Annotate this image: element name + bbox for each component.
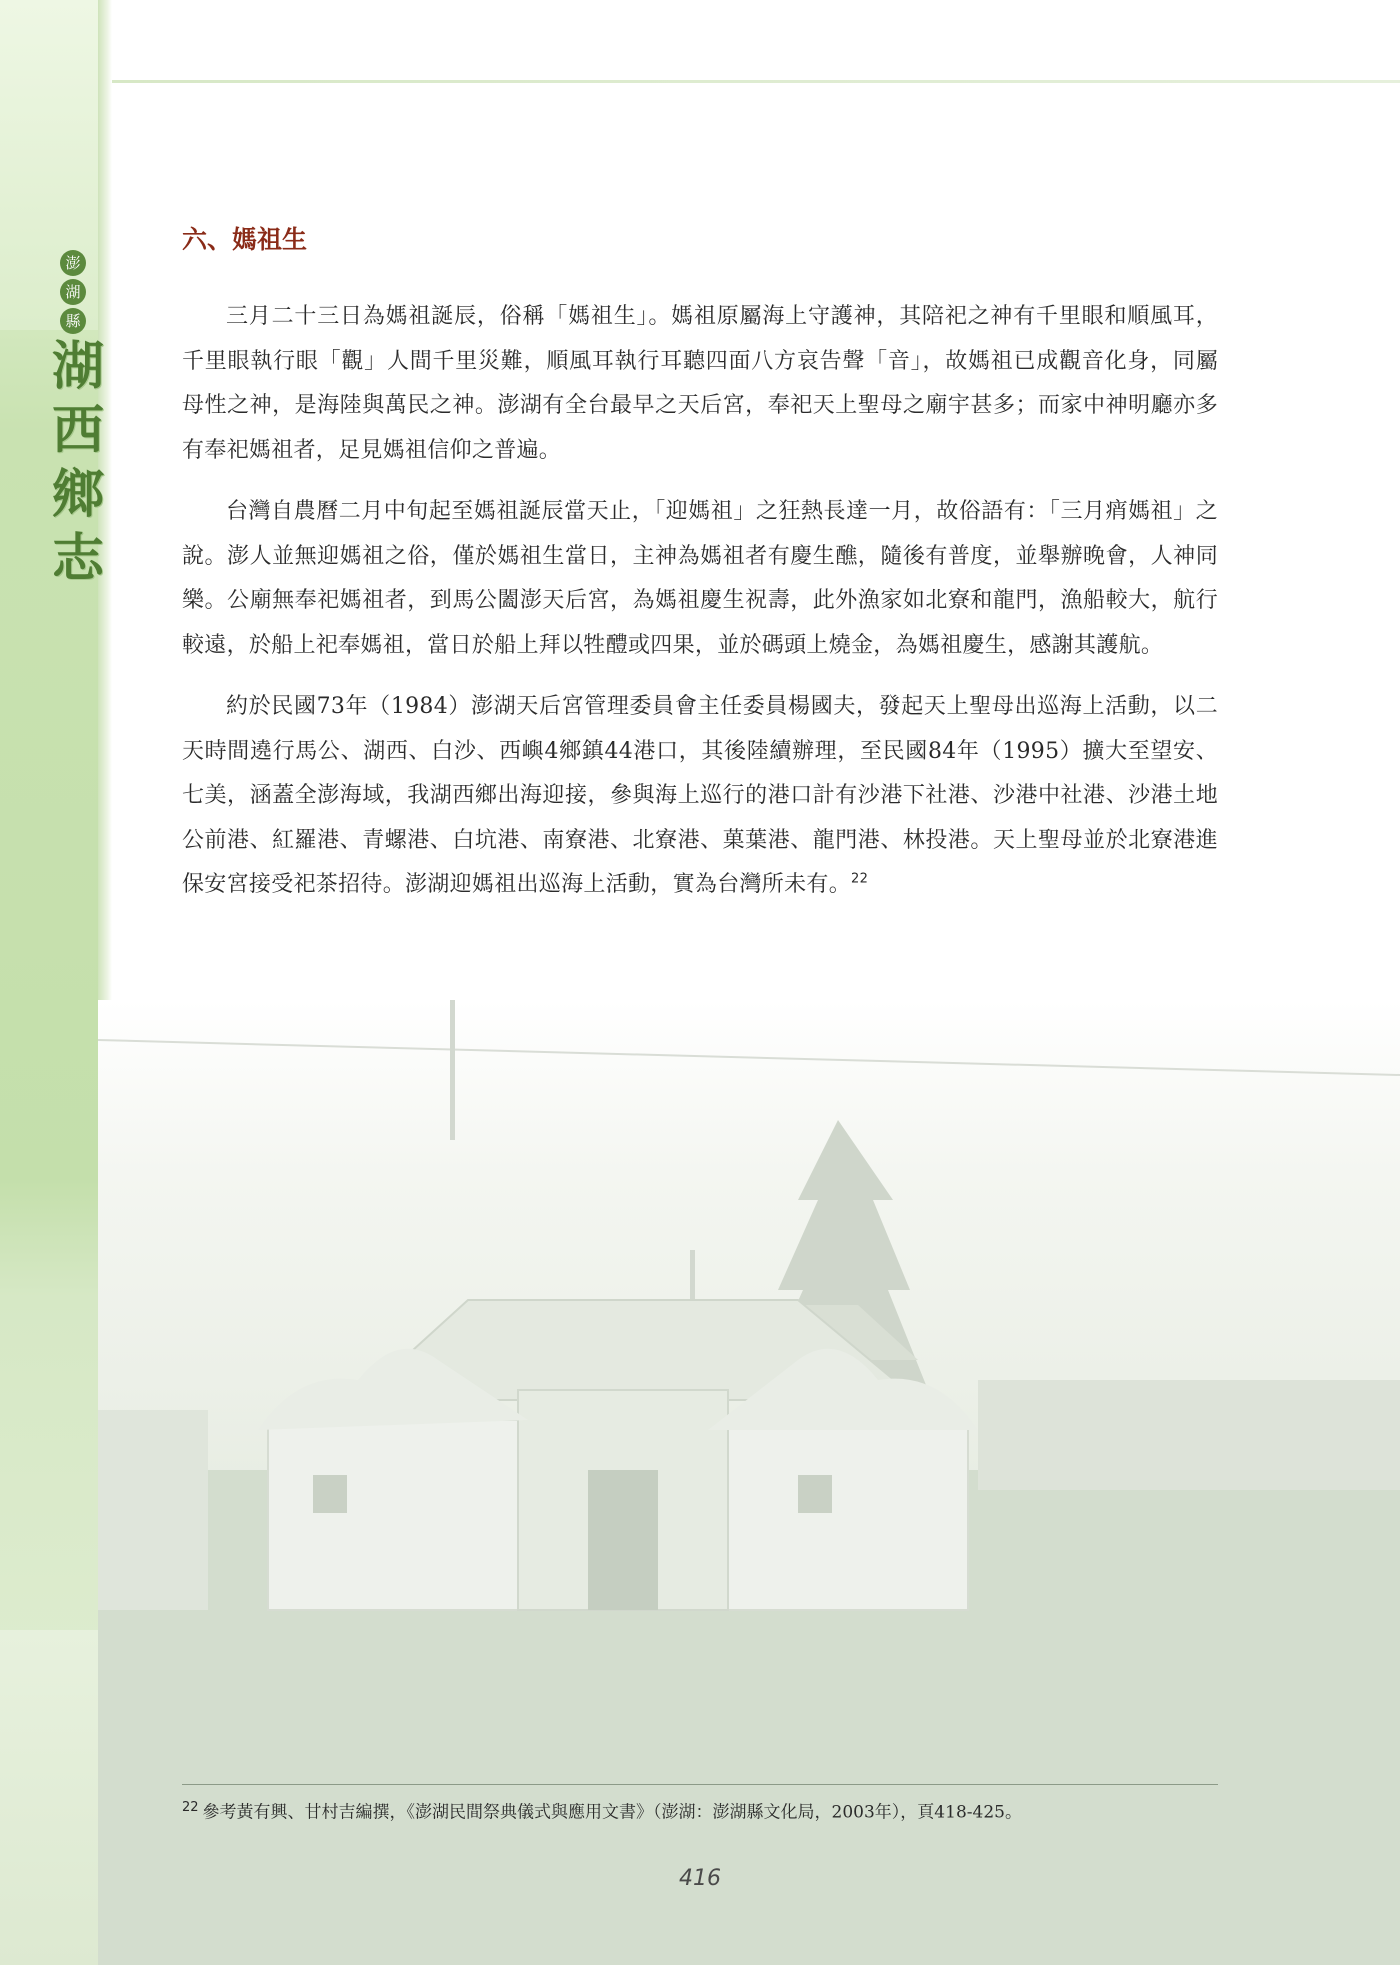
paragraph <box>182 685 1218 908</box>
page-number: 416 <box>679 1866 721 1891</box>
book-title <box>48 335 108 591</box>
footnote-text: 參考黃有興、甘村吉編撰，《澎湖民間祭典儀式與應用文書》（澎湖：澎湖縣文化局，2003年），頁418-425。 <box>202 1802 1022 1823</box>
county-char: 澎 <box>60 250 86 276</box>
paragraph: 三月二十三日為媽祖誕辰，俗稱「媽祖生」。媽祖原屬海上守護神，其陪祀之神有千里眼和順風耳，千里眼執行眼「觀」人間千里災難，順風耳執行耳聽四面八方哀告聲「音」，故媽祖已成觀音化身，同屬母性之神，是海陸與萬民之神。澎湖有全台最早之天后宮，奉祀天上聖母之廟宇甚多；而家中神明廳亦多有奉祀媽祖者，足見媽祖信仰之普遍。 <box>182 304 1218 463</box>
sidebar-strip-bottom <box>0 1630 98 1965</box>
county-seal <box>60 250 90 337</box>
section-heading: 六、媽祖生 <box>182 225 308 254</box>
book-title-char: 鄉 <box>51 464 104 525</box>
main-content <box>182 215 1218 925</box>
footnote-number: 22 <box>182 1800 199 1815</box>
paragraph-text: 約於民國73年（1984）澎湖天后宮管理委員會主任委員楊國夫，發起天上聖母出巡海上活動，以二天時間遶行馬公、湖西、白沙、西嶼4鄉鎮44港口，其後陸續辦理，至民國84年（1995）擴大至望安、七美，涵蓋全澎海域，我湖西鄉出海迎接，參與海上巡行的港口計有沙港下社港、沙港中社港、沙港土地公前港、紅羅港、青螺港、白坑港、南寮港、北寮港、菓葉港、龍門港、林投港。天上聖母並於北寮港進保安宮接受祀茶招待。澎湖迎媽祖出巡海上活動，實為台灣所未有。 <box>182 694 1218 897</box>
footnote-reference[interactable]: 22 <box>851 871 869 887</box>
book-title-char: 西 <box>51 400 104 461</box>
header-rule <box>112 80 1400 83</box>
county-char: 湖 <box>60 279 86 305</box>
footnote <box>182 1795 1218 1826</box>
county-char: 縣 <box>60 308 86 334</box>
book-title-char: 湖 <box>51 336 104 397</box>
paragraph: 台灣自農曆二月中旬起至媽祖誕辰當天止，「迎媽祖」之狂熱長達一月，故俗語有：「三月痟媽祖」之說。澎人並無迎媽祖之俗，僅於媽祖生當日，主神為媽祖者有慶生醮，隨後有普度，並舉辦晚會，人神同樂。公廟無奉祀媽祖者，到馬公闔澎天后宮，為媽祖慶生祝壽，此外漁家如北寮和龍門，漁船較大，航行較遠，於船上祀奉媽祖，當日於船上拜以牲醴或四果，並於碼頭上燒金，為媽祖慶生，感謝其護航。 <box>182 499 1218 658</box>
footnote-divider <box>182 1784 1218 1785</box>
book-title-char: 志 <box>51 528 104 589</box>
